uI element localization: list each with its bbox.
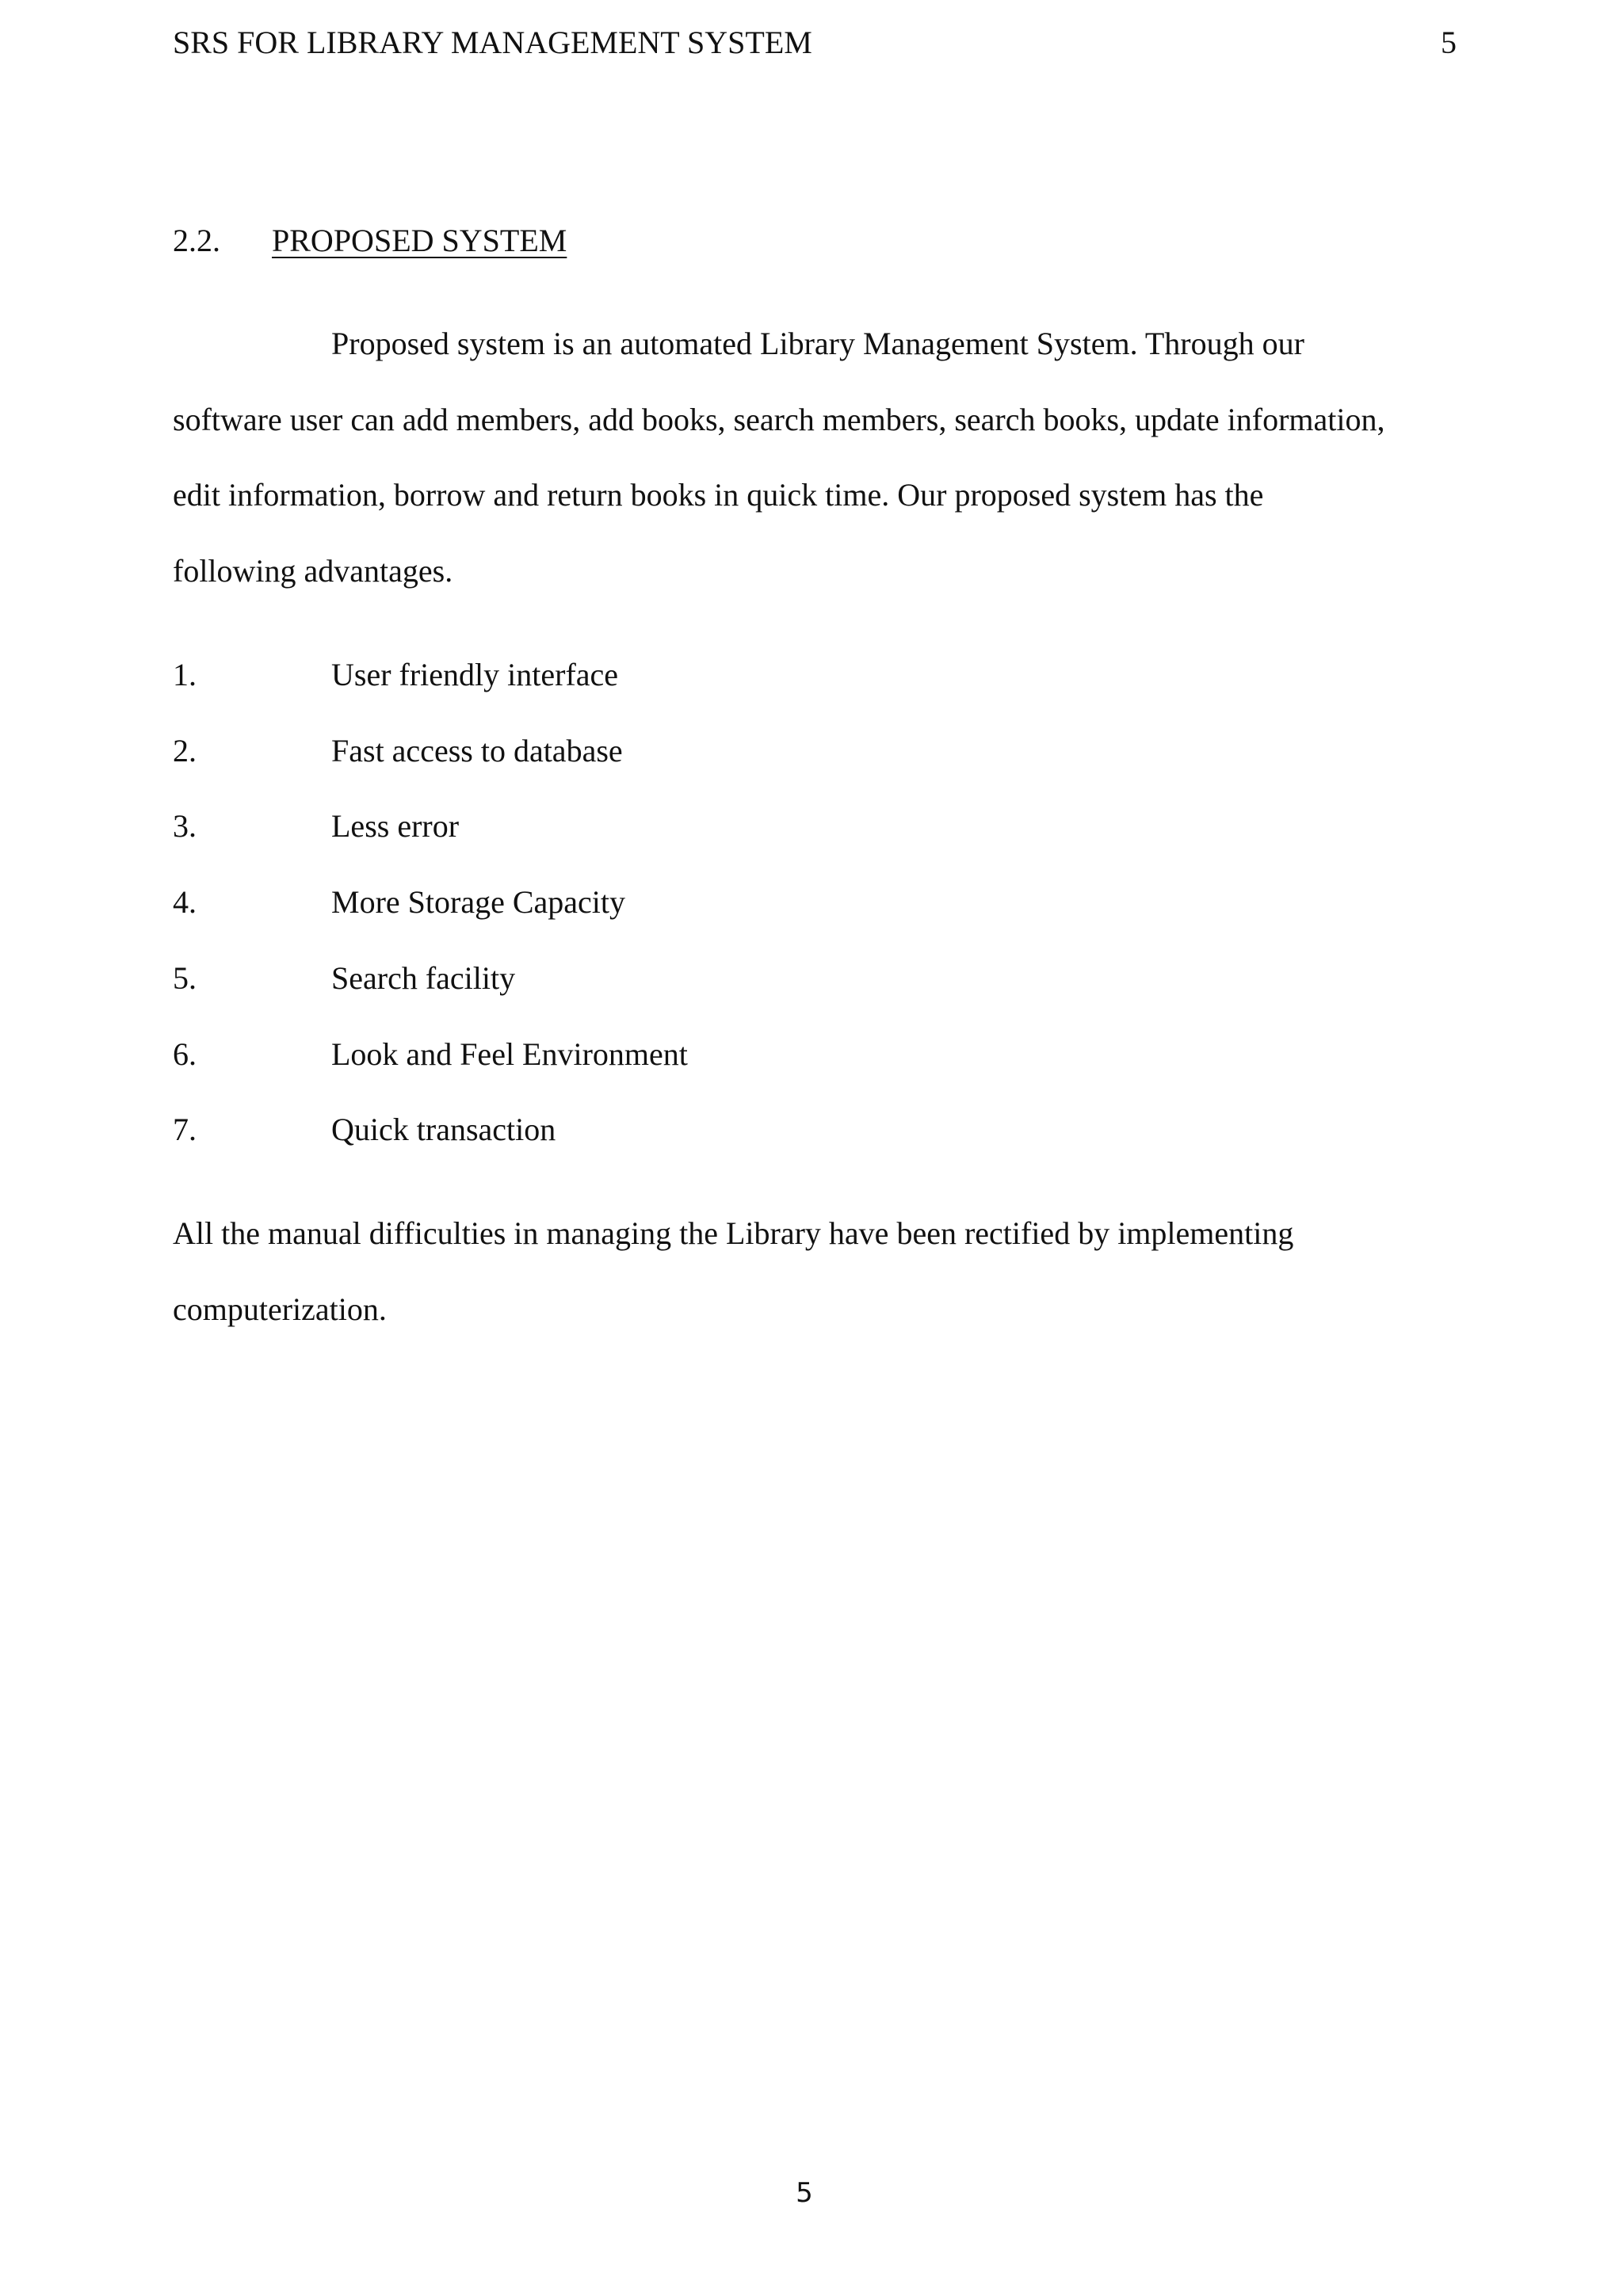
intro-line-4: following advantages. (173, 553, 453, 589)
advantage-number: 5. (173, 960, 197, 996)
advantage-text: Less error (331, 808, 460, 844)
advantage-number: 4. (173, 884, 197, 920)
advantage-number: 3. (173, 808, 197, 844)
conclusion-line-1: All the manual difficulties in managing the Library have been rectified by implementing (173, 1215, 1294, 1251)
intro-line-3: edit information, borrow and return books in quick time. Our proposed system has the (173, 477, 1264, 513)
header-page-number: 5 (1441, 25, 1457, 60)
footer-page-number: 5 (796, 2177, 813, 2209)
section-heading (173, 219, 567, 263)
advantage-number: 6. (173, 1036, 197, 1072)
advantage-text: Look and Feel Environment (331, 1036, 688, 1072)
advantage-number: 2. (173, 733, 197, 769)
advantage-text: Search facility (331, 960, 516, 996)
advantage-text: User friendly interface (331, 657, 619, 692)
section-number: 2.2. (173, 223, 220, 258)
intro-line-1: Proposed system is an automated Library Management System. Through our (331, 326, 1304, 361)
advantage-text: Fast access to database (331, 733, 623, 769)
advantage-text: Quick transaction (331, 1112, 556, 1147)
section-title: PROPOSED SYSTEM (272, 223, 567, 258)
running-head-title: SRS FOR LIBRARY MANAGEMENT SYSTEM (173, 25, 812, 60)
advantage-text: More Storage Capacity (331, 884, 625, 920)
intro-line-2: software user can add members, add books, search members, search books, update information, (173, 402, 1385, 437)
advantage-number: 7. (173, 1112, 197, 1147)
conclusion-line-2: computerization. (173, 1291, 387, 1327)
advantage-number: 1. (173, 657, 197, 692)
